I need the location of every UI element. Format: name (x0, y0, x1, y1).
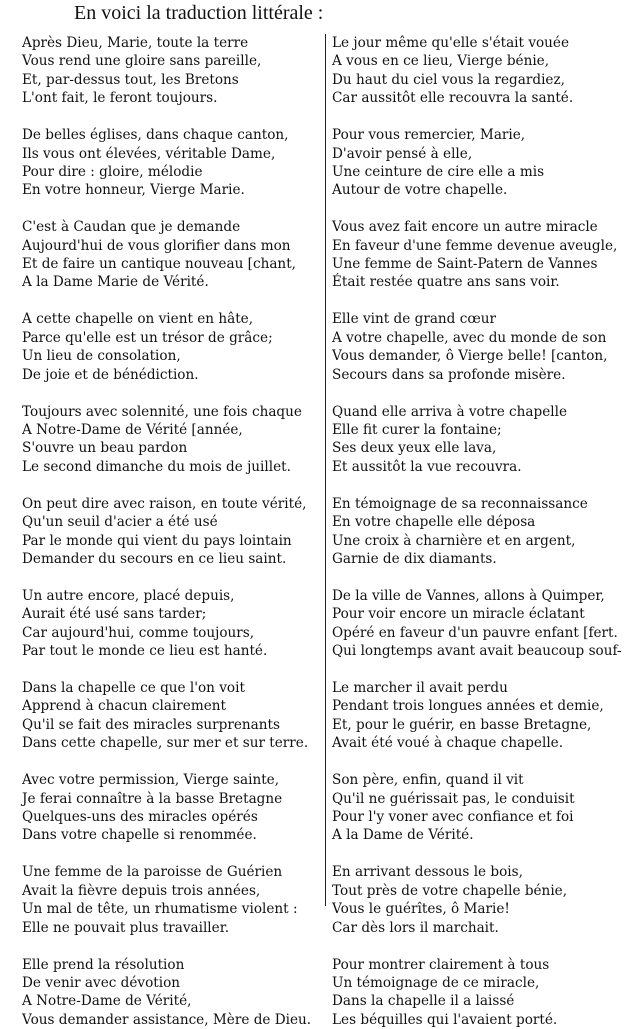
verse-line: Qu'il ne guérissait pas, le conduisit (332, 790, 575, 807)
verse-line: D'avoir pensé à elle, (332, 145, 473, 162)
verse-line: En faveur d'une femme devenue aveugle, (332, 237, 618, 254)
verse-line: Vous demander, ô Vierge belle! [canton, (332, 348, 608, 365)
verse-line: Qui longtemps avant avait beaucoup souf- (332, 643, 622, 660)
verse-line: Demander du secours en ce lieu saint. (22, 550, 287, 567)
verse-line: Elle prend la résolution (22, 956, 185, 973)
verse-line: Et de faire un cantique nouveau [chant, (22, 256, 296, 273)
stanza (22, 126, 324, 200)
verse-line: Une femme de la paroisse de Guérien (22, 864, 283, 881)
verse-line: Vous demander assistance, Mère de Dieu. (22, 1011, 312, 1028)
verse-line: Un lieu de consolation, (22, 348, 181, 365)
verse-line: Après Dieu, Marie, toute la terre (22, 35, 249, 51)
stanza (22, 495, 324, 569)
stanza (22, 679, 324, 753)
verse-line: Pour dire : gloire, mélodie (22, 163, 203, 180)
verse-line: De venir avec dévotion (22, 974, 181, 991)
verse-line: Qu'un seuil d'acier a été usé (22, 514, 218, 531)
verse-line: Pour voir encore un miracle éclatant (332, 606, 585, 623)
stanza (332, 956, 632, 1029)
verse-line: Vous avez fait encore un autre miracle (332, 219, 598, 236)
verse-line: Son père, enfin, quand il vit (332, 772, 524, 789)
verse-line: Avait la fièvre depuis trois années, (22, 882, 261, 899)
verse-line: Opéré en faveur d'un pauvre enfant [fert. (332, 624, 618, 641)
verse-line: Par tout le monde ce lieu est hanté. (22, 643, 268, 660)
verse-line: Par le monde qui vient du pays lointain (22, 532, 292, 549)
stanza (22, 771, 324, 845)
stanza (332, 403, 632, 477)
verse-line: Qu'il se fait des miracles surprenants (22, 716, 280, 733)
stanza (332, 495, 632, 569)
verse-line: Une ceinture de cire elle a mis (332, 163, 545, 180)
verse-line: Autour de votre chapelle. (332, 182, 508, 199)
verse-line: Quelques-uns des miracles opérés (22, 809, 258, 826)
verse-line: Aujourd'hui de vous glorifier dans mon (22, 237, 291, 254)
verse-line: Et, par-dessus tout, les Bretons (22, 71, 239, 88)
stanza (22, 218, 324, 292)
verse-line: De joie et de bénédiction. (22, 366, 199, 383)
verse-line: En votre chapelle elle déposa (332, 514, 536, 531)
stanza (332, 587, 632, 661)
verse-line: Aurait été usé sans tarder; (22, 606, 207, 623)
verse-line: Dans la chapelle il a laissé (332, 993, 515, 1010)
verse-line: Secours dans sa profonde misère. (332, 366, 566, 383)
verse-line: Car aussitôt elle recouvra la santé. (332, 90, 574, 107)
verse-line: Elle vint de grand cœur (332, 311, 497, 328)
verse-line: Du haut du ciel vous la regardiez, (332, 71, 565, 88)
verse-line: Vous rend une gloire sans pareille, (22, 53, 262, 70)
verse-line: On peut dire avec raison, en toute vérité, (22, 495, 307, 512)
verse-line: A cette chapelle on vient en hâte, (22, 311, 254, 328)
verse-line: Toujours avec solennité, une fois chaque (22, 403, 302, 420)
page-title: En voici la traduction littérale : (74, 2, 324, 24)
stanza (22, 587, 324, 661)
verse-line: Les béquilles qui l'avaient porté. (332, 1011, 558, 1028)
stanza (332, 679, 632, 753)
verse-line: Parce qu'elle est un trésor de grâce; (22, 329, 273, 346)
left-column (22, 34, 324, 1029)
column-divider (325, 34, 326, 906)
verse-line: Vous le guérîtes, ô Marie! (332, 901, 510, 918)
stanza (332, 218, 632, 292)
stanza (22, 863, 324, 937)
verse-line: A la Dame Marie de Vérité. (22, 274, 209, 291)
verse-line: Car dès lors il marchait. (332, 919, 499, 936)
verse-line: En arrivant dessous le bois, (332, 864, 523, 881)
verse-line: Quand elle arriva à votre chapelle (332, 403, 568, 420)
verse-line: Pour montrer clairement à tous (332, 956, 550, 973)
verse-line: A Notre-Dame de Vérité, (22, 993, 192, 1010)
stanza (22, 310, 324, 384)
verse-line: Je ferai connaître à la basse Bretagne (22, 790, 283, 807)
stanza (22, 34, 324, 108)
verse-line: Elle ne pouvait plus travailler. (22, 919, 230, 936)
verse-line: Dans la chapelle ce que l'on voit (22, 680, 245, 697)
verse-line: Pour vous remercier, Marie, (332, 127, 526, 144)
stanza (332, 863, 632, 937)
verse-line: C'est à Caudan que je demande (22, 219, 241, 236)
verse-line: Le marcher il avait perdu (332, 680, 508, 697)
verse-line: Pour l'y voner avec confiance et foi (332, 809, 574, 826)
verse-line: De la ville de Vannes, allons à Quimper, (332, 587, 605, 604)
verse-line: Car aujourd'hui, comme toujours, (22, 624, 255, 641)
verse-line: Un mal de tête, un rhumatisme violent : (22, 901, 298, 918)
verse-line: A votre chapelle, avec du monde de son (332, 329, 607, 346)
verse-line: Un témoignage de ce miracle, (332, 974, 540, 991)
verse-line: Et, pour le guérir, en basse Bretagne, (332, 716, 592, 733)
verse-line: Tout près de votre chapelle bénie, (332, 882, 568, 899)
verse-line: L'ont fait, le feront toujours. (22, 90, 218, 107)
stanza (22, 403, 324, 477)
verse-line: Et aussitôt la vue recouvra. (332, 458, 522, 475)
verse-line: Ses deux yeux elle lava, (332, 440, 497, 457)
verse-line: Garnie de dix diamants. (332, 550, 497, 567)
verse-line: En votre honneur, Vierge Marie. (22, 182, 245, 199)
verse-line: A la Dame de Vérité. (332, 827, 474, 844)
verse-line: Elle fit curer la fontaine; (332, 422, 502, 439)
verse-line: A Notre-Dame de Vérité [année, (22, 422, 243, 439)
verse-line: S'ouvre un beau pardon (22, 440, 188, 457)
verse-line: De belles églises, dans chaque canton, (22, 127, 289, 144)
verse-line: Une femme de Saint-Patern de Vannes (332, 256, 598, 273)
verse-line: Un autre encore, placé depuis, (22, 587, 235, 604)
stanza (332, 310, 632, 384)
verse-line: Pendant trois longues années et demie, (332, 698, 604, 715)
right-column (332, 34, 632, 1029)
verse-line: Une croix à charnière et en argent, (332, 532, 576, 549)
verse-line: Avait été voué à chaque chapelle. (332, 735, 564, 752)
verse-line: En témoignage de sa reconnaissance (332, 495, 588, 512)
stanza (332, 126, 632, 200)
verse-line: Était restée quatre ans sans voir. (332, 274, 560, 291)
verse-line: A vous en ce lieu, Vierge bénie, (332, 53, 550, 70)
verse-line: Ils vous ont élevées, véritable Dame, (22, 145, 276, 162)
verse-line: Le jour même qu'elle s'était vouée (332, 35, 570, 51)
verse-line: Apprend à chacun clairement (22, 698, 226, 715)
verse-line: Avec votre permission, Vierge sainte, (22, 772, 280, 789)
verse-line: Dans votre chapelle si renommée. (22, 827, 257, 844)
stanza (332, 34, 632, 108)
verse-line: Dans cette chapelle, sur mer et sur terre. (22, 735, 309, 752)
verse-line: Le second dimanche du mois de juillet. (22, 458, 291, 475)
stanza (332, 771, 632, 845)
stanza (22, 956, 324, 1029)
